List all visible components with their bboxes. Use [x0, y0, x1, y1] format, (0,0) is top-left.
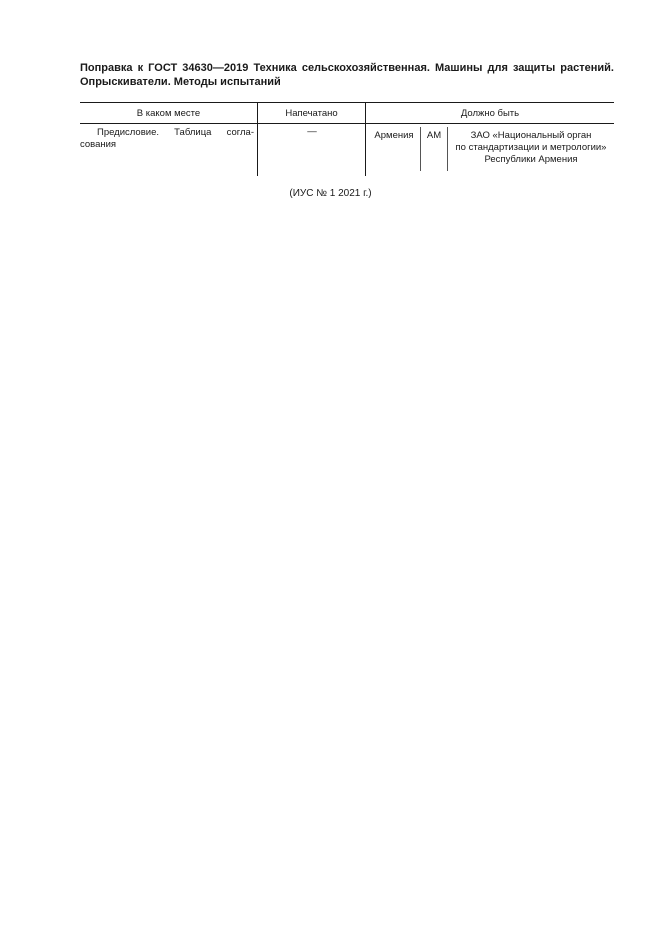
- header-should-be: Должно быть: [460, 108, 520, 119]
- table-top-rule: [80, 102, 614, 103]
- row-place: [80, 127, 254, 151]
- title-line-1: Поправка к ГОСТ 34630—2019 Техника сельскохозяйственная. Машины для защиты растений.: [80, 62, 614, 74]
- row-place-line-2: сования: [80, 139, 117, 150]
- title-line-2: Опрыскиватели. Методы испытаний: [80, 76, 281, 88]
- row-org-line-1: ЗАО «Национальный орган: [470, 130, 592, 141]
- publication-reference: (ИУС № 1 2021 г.): [289, 188, 372, 199]
- row-country: Армения: [374, 130, 414, 141]
- row-printed: —: [307, 126, 317, 137]
- header-place: В каком месте: [136, 108, 201, 119]
- row-country-code: AM: [426, 130, 442, 141]
- table-header-rule: [80, 123, 614, 124]
- row-organization: [448, 130, 614, 166]
- amendment-title: [80, 61, 614, 89]
- header-printed: Напечатано: [285, 108, 338, 119]
- row-org-line-2: по стандартизации и метрологии»: [455, 142, 607, 153]
- row-org-line-3: Республики Армения: [484, 154, 578, 165]
- amendment-table: [80, 102, 614, 176]
- row-place-line-1: Предисловие. Таблица согла-: [97, 127, 254, 138]
